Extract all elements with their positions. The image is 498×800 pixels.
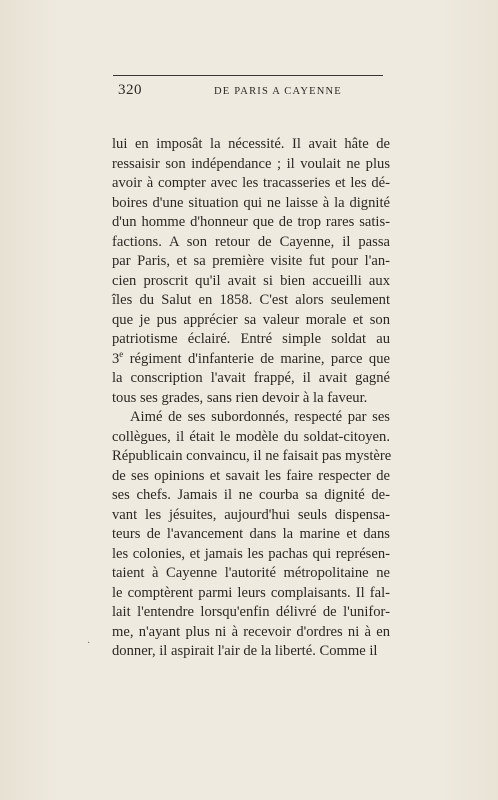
text-line: lui en imposât la nécessité. Il avait hâte de <box>112 136 390 152</box>
text-line: de ses opinions et savait les faire respecter de <box>112 467 390 484</box>
text-line: donner, il aspirait l'air de la liberté. Comme il <box>112 643 378 659</box>
text-line: que je pus apprécier sa valeur morale et son <box>112 311 390 328</box>
text-line: le comptèrent parmi leurs complaisants. Il fal- <box>112 584 390 601</box>
text-line: vant les jésuites, aujourd'hui seuls dispensa- <box>112 506 390 523</box>
text-line: taient à Cayenne l'autorité métropolitaine ne <box>112 565 390 581</box>
text-line: Aimé de ses subordonnés, respecté par ses <box>130 409 390 425</box>
text-line: par Paris, et sa première visite fut pour l'an- <box>112 253 390 269</box>
text-line: me, n'ayant plus ni à recevoir d'ordres ni à en <box>112 623 390 640</box>
text-line: 3e régiment d'infanterie de marine, parce que <box>112 348 390 367</box>
text-line: lait l'entendre lorsqu'enfin délivré de l'unifor- <box>112 604 390 620</box>
text-line: la conscription l'avait frappé, il avait gagné <box>112 370 390 386</box>
header-rule <box>113 75 383 76</box>
text-line: collègues, il était le modèle du soldat-citoyen. <box>112 428 390 445</box>
text-line: tous ses grades, sans rien devoir à la faveur. <box>112 389 368 406</box>
body-text <box>112 135 390 662</box>
margin-speck: · <box>87 638 91 649</box>
text-line: avoir à compter avec les tracasseries et les dé- <box>112 175 390 191</box>
running-title: DE PARIS A CAYENNE <box>214 86 342 97</box>
text-line: factions. A son retour de Cayenne, il passa <box>112 233 390 250</box>
page-number: 320 <box>118 82 142 98</box>
text-line: boires d'une situation qui ne laisse à la dignité <box>112 194 390 211</box>
text-line: d'un homme d'honneur que de trop rares satis- <box>112 214 390 230</box>
text-line: Républicain convaincu, il ne faisait pas mystère <box>112 448 392 464</box>
text-line: teurs de l'avancement dans la marine et dans <box>112 526 390 542</box>
text-line: ses chefs. Jamais il ne courba sa dignité de- <box>112 487 390 503</box>
text-line: ressaisir son indépendance ; il voulait ne plus <box>112 155 390 172</box>
paragraph-1 <box>112 135 390 408</box>
text-line: cien proscrit qu'il avait si bien accueilli aux <box>112 272 390 289</box>
text-line: îles du Salut en 1858. C'est alors seulement <box>112 292 390 308</box>
text-line: les colonies, et jamais les pachas qui représen- <box>112 545 390 562</box>
paragraph-2 <box>112 408 390 662</box>
text-line: patriotisme éclairé. Entré simple soldat au <box>112 331 390 347</box>
